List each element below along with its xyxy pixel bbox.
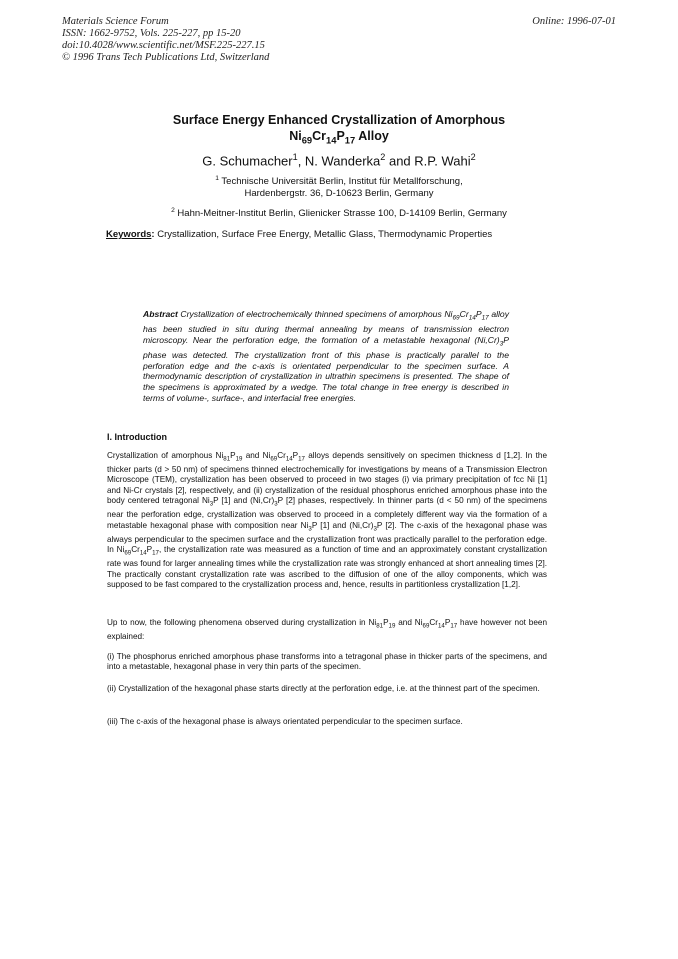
abstract-label: Abstract (143, 309, 178, 319)
doi-line: doi:10.4028/www.scientific.net/MSF.225-227.15 (62, 40, 265, 51)
title-line1: Surface Energy Enhanced Crystallization of Amorphous (172, 113, 506, 127)
body-paragraph: Crystallization of amorphous $Ni_{81}P_{19}$ and $Ni_{69}Cr_{14}P_{17}$ alloys depends sensitively on specimen thickness d [1,2]. In the thicker parts (d > 50 nm) of specimens thinned electrochemically for investigations by means of a Transmission Electron Microscope (TEM), crystallization has been observed to proceed in two stages (i) via primary precipitation of fcc Ni [1] and Ni-Cr crystals [2], respectively, and (ii) crystallization of the residual phosphorus enriched amorphous phase into the body centered tetragonal $Ni_3P$ [1] and $(Ni,Cr)_3P$ [2] phases, respectively. In thinner parts (d < 50 nm) of the specimens near the perforation edge, crystallization was observed to proceed in a completely different way via the formation of a metastable hexagonal phase with composition near $Ni_3P$ [1] and $(Ni,Cr)_3P$ [2]. The c-axis of the hexagonal phase was always perpendicular to the specimen surface and the crystallization front was practically parallel to the perforation edge. In $Ni_{69}Cr_{14}P_{17}$, the crystallization rate was measured as a function of time and an approximately constant crystallization rate was found for larger annealing times while the crystallization rate was strongly enhanced at short annealing times [2]. The practically constant crystallization rate was ascribed to the diffusion of one of the alloy components, which was supposed to be fast compared to the crystallization process and, hence, results in partitionless crystallization [1,2]. (107, 451, 548, 590)
paper-title (0, 112, 678, 149)
author-list: G. Schumacher$^1$, N. Wanderka$^2$ and R.P. Wahi$^2$ (202, 152, 476, 169)
copyright-line: © 1996 Trans Tech Publications Ltd, Switzerland (62, 52, 270, 63)
body-paragraph: (i) The phosphorus enriched amorphous phase transforms into a tetragonal phase in thicker parts of the specimens, and into a metastable, hexagonal phase in very thin parts of the specimen. (107, 652, 547, 672)
issn-line: ISSN: 1662-9752, Vols. 225-227, pp 15-20 (62, 28, 241, 39)
abstract: Abstract Crystallization of electrochemically thinned specimens of amorphous $Ni_{69}Cr_{14}P_{17}$ alloy has been studied in situ during thermal annealing by means of transmission electron microscopy. Near the perforation edge, the formation of a metastable hexagonal $(Ni,Cr)_3P$ phase was detected. The crystallization front of this phase is practically parallel to the perforation edge and the c-axis is orientated perpendicular to the specimen surface. A thermodynamic description of crystallization in ultrathin specimens is presented. The shape of the specimens is approximated by a wedge. The total change in free energy is described in terms of volume-, surface-, and interfacial free energies. (143, 309, 509, 403)
keywords: Keywords: Crystallization, Surface Free Energy, Metallic Glass, Thermodynamic Properties (106, 229, 493, 240)
body-paragraph: Up to now, the following phenomena observed during crystallization in $Ni_{81}P_{19}$ and $Ni_{69}Cr_{14}P_{17}$ have however not been explained: (107, 618, 548, 642)
journal-header (62, 16, 269, 64)
title-line2: $Ni_{69}Cr_{14}P_{17}$ Alloy (289, 129, 389, 146)
body-paragraph: (iii) The c-axis of the hexagonal phase is always orientated perpendicular to the specimen surface. (107, 717, 463, 726)
section-heading: I. Introduction (107, 432, 167, 442)
online-date: Online: 1996-07-01 (532, 16, 616, 27)
journal-name: Materials Science Forum (62, 16, 169, 27)
body-paragraph: (ii) Crystallization of the hexagonal phase starts directly at the perforation edge, i.e. at the thinnest part of the specimen. (107, 684, 540, 693)
affiliation-1: $^1$ Technische Universität Berlin, Institut für Metallforschung, Hardenbergstr. 36, D-10623 Berlin, Germany (215, 175, 463, 200)
affiliation-2: $^2$ Hahn-Meitner-Institut Berlin, Glienicker Strasse 100, D-14109 Berlin, Germany (171, 207, 507, 220)
